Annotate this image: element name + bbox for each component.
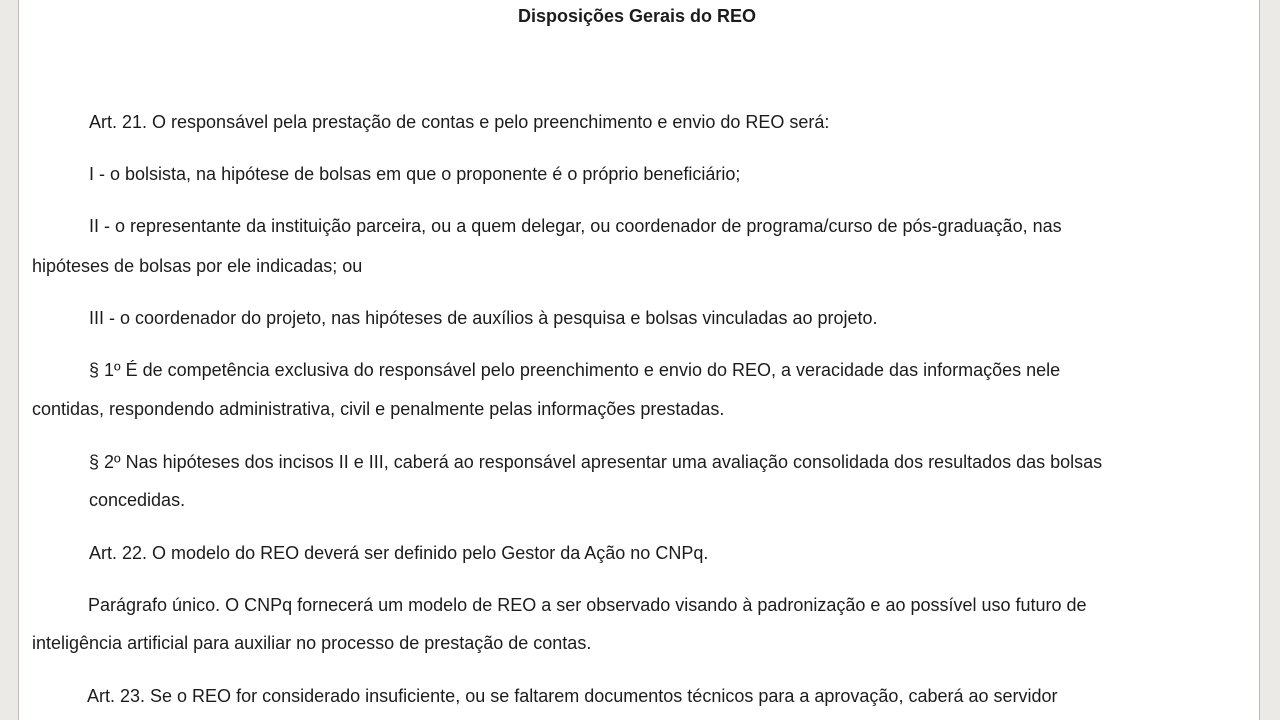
art-21-lead: Art. 21. O responsável pela prestação de contas e pelo preenchimento e envio do REO será: — [89, 112, 830, 132]
art-21-inciso-2-line-1: II - o representante da instituição parceira, ou a quem delegar, ou coordenador de programa/curso de pós-graduação, nas — [89, 216, 1062, 236]
art-21-paragraph-2-line-1: § 2º Nas hipóteses dos incisos II e III, caberá ao responsável apresentar uma avaliação consolidada dos resultados das bolsas — [89, 452, 1103, 472]
art-21-inciso-1: I - o bolsista, na hipótese de bolsas em que o proponente é o próprio beneficiário; — [89, 164, 741, 184]
right-viewer-margin — [1259, 0, 1280, 720]
art-22-paragrafo-unico-line-1: Parágrafo único. O CNPq fornecerá um modelo de REO a ser observado visando à padronização e ao possível uso futuro de — [88, 595, 1087, 615]
art-21-paragraph-1-line-1: § 1º É de competência exclusiva do responsável pelo preenchimento e envio do REO, a veracidade das informações nele — [89, 360, 1061, 380]
section-title: Disposições Gerais do REO — [517, 6, 757, 26]
art-23-lead: Art. 23. Se o REO for considerado insuficiente, ou se faltarem documentos técnicos para a aprovação, caberá ao servidor — [87, 686, 1058, 706]
art-22-lead: Art. 22. O modelo do REO deverá ser definido pelo Gestor da Ação no CNPq. — [89, 543, 709, 563]
art-21-paragraph-1-line-2: contidas, respondendo administrativa, civil e penalmente pelas informações prestadas. — [32, 399, 725, 419]
art-22-paragrafo-unico-line-2: inteligência artificial para auxiliar no processo de prestação de contas. — [32, 633, 592, 653]
document-page — [19, 0, 1259, 720]
art-21-inciso-2-line-2: hipóteses de bolsas por ele indicadas; ou — [32, 256, 363, 276]
art-21-inciso-3: III - o coordenador do projeto, nas hipóteses de auxílios à pesquisa e bolsas vinculadas ao projeto. — [89, 308, 878, 328]
left-viewer-margin — [0, 0, 19, 720]
art-21-paragraph-2-line-2: concedidas. — [89, 490, 186, 510]
